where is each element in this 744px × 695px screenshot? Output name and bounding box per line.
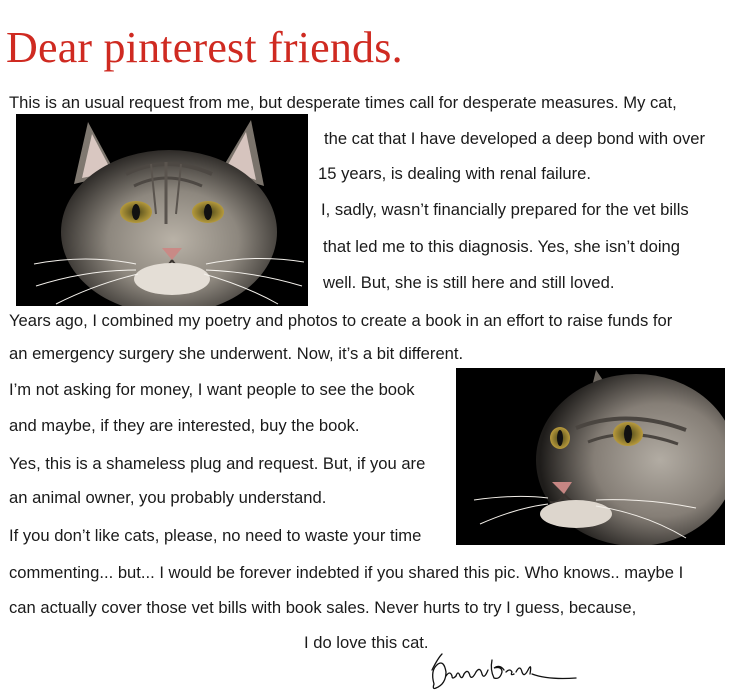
body-line: that led me to this diagnosis. Yes, she isn’t doing bbox=[323, 237, 680, 256]
body-line: If you don’t like cats, please, no need to waste your time bbox=[9, 526, 422, 545]
body-line: I’m not asking for money, I want people to see the book bbox=[9, 380, 415, 399]
body-line: the cat that I have developed a deep bond with over bbox=[324, 129, 706, 148]
body-line: an emergency surgery she underwent. Now, it’s a bit different. bbox=[9, 344, 464, 363]
body-line: 15 years, is dealing with renal failure. bbox=[318, 164, 592, 183]
cat-photo-side bbox=[456, 368, 725, 545]
signature-image bbox=[428, 650, 578, 692]
body-line: an animal owner, you probably understand. bbox=[9, 488, 327, 507]
page-title: Dear pinterest friends. bbox=[6, 23, 403, 72]
body-line: can actually cover those vet bills with book sales. Never hurts to try I guess, because, bbox=[9, 598, 637, 617]
cat-photo-front bbox=[16, 114, 308, 306]
tabby-cat-side-image bbox=[456, 368, 725, 545]
body-line: Years ago, I combined my poetry and photos to create a book in an effort to raise funds for bbox=[9, 311, 673, 330]
closing-line: I do love this cat. bbox=[304, 633, 429, 652]
body-line: I, sadly, wasn’t financially prepared for the vet bills bbox=[321, 200, 689, 219]
body-line: and maybe, if they are interested, buy the book. bbox=[9, 416, 360, 435]
body-line: This is an usual request from me, but desperate times call for desperate measures. My cat, bbox=[9, 93, 677, 112]
tabby-cat-front-image bbox=[16, 114, 308, 306]
handwritten-signature bbox=[428, 650, 578, 692]
body-line: well. But, she is still here and still loved. bbox=[323, 273, 615, 292]
body-line: commenting... but... I would be forever indebted if you shared this pic. Who knows.. maybe I bbox=[9, 563, 684, 582]
body-line: Yes, this is a shameless plug and request. But, if you are bbox=[9, 454, 426, 473]
